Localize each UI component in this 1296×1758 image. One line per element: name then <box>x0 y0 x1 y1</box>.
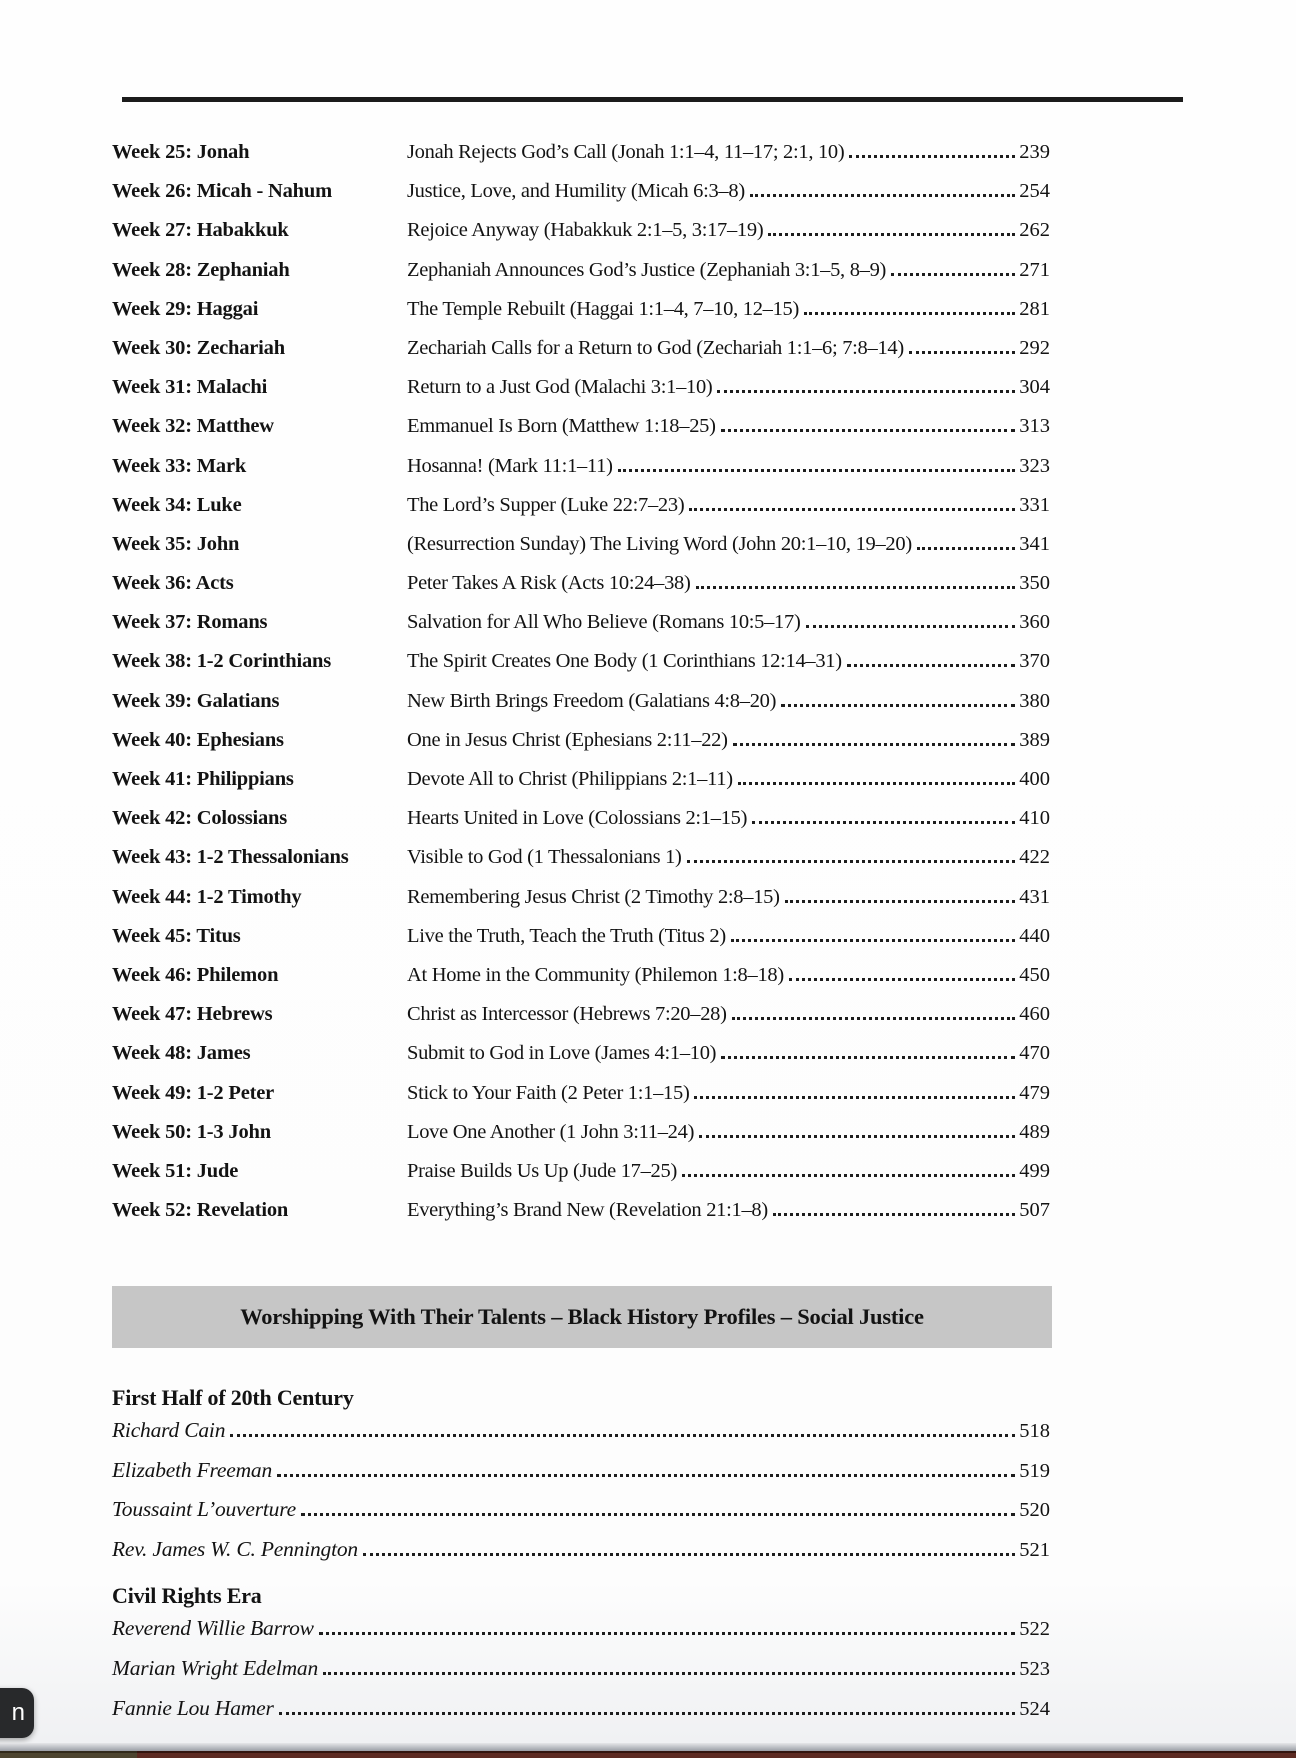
toc-week-label: Week 42: Colossians <box>112 807 288 830</box>
toc-lesson-title: Jonah Rejects God’s Call (Jonah 1:1–4, 11–17; 2:1, 10) <box>407 141 845 163</box>
toc-week-label: Week 34: Luke <box>112 493 242 516</box>
status-bubble[interactable] <box>0 1688 34 1738</box>
toc-week-label: Week 48: James <box>112 1042 251 1065</box>
profile-entry-row <box>112 1418 1050 1458</box>
toc-page-number: 281 <box>1019 297 1050 320</box>
toc-entry-row <box>112 219 1050 258</box>
toc-lesson-title: One in Jesus Christ (Ephesians 2:11–22) <box>407 728 728 751</box>
dot-leader <box>618 469 1016 472</box>
toc-page-number: 254 <box>1019 180 1050 203</box>
toc-lesson-title: Zechariah Calls for a Return to God (Zechariah 1:1–6; 7:8–14) <box>407 336 904 359</box>
dot-leader <box>789 978 1015 981</box>
toc-lesson-title: Submit to God in Love (James 4:1–10) <box>407 1042 717 1065</box>
toc-week-label: Week 41: Philippians <box>112 768 294 790</box>
toc-list <box>112 141 1050 1238</box>
toc-page-number: 400 <box>1019 768 1050 790</box>
profiles-section-heading: First Half of 20th Century <box>112 1385 354 1410</box>
toc-page-number: 271 <box>1019 258 1050 281</box>
toc-page-number: 410 <box>1019 807 1050 830</box>
header-rule <box>122 97 1183 102</box>
toc-entry-row <box>112 729 1050 768</box>
toc-page-number: 440 <box>1019 924 1050 947</box>
profiles-section-list <box>112 1418 1050 1576</box>
dot-leader <box>806 625 1016 628</box>
toc-entry-row <box>112 415 1050 454</box>
toc-lesson-title: Stick to Your Faith (2 Peter 1:1–15) <box>407 1081 690 1104</box>
profile-name: Toussaint L’ouverture <box>112 1497 296 1522</box>
profile-name: Fannie Lou Hamer <box>112 1695 274 1720</box>
dot-leader <box>750 194 1015 197</box>
dot-leader <box>363 1553 1015 1556</box>
dot-leader <box>696 586 1016 589</box>
toc-entry-row <box>112 886 1050 925</box>
toc-week-label: Week 26: Micah - Nahum <box>112 180 332 203</box>
profile-name: Reverend Willie Barrow <box>112 1616 314 1641</box>
toc-lesson-title: Everything’s Brand New (Revelation 21:1–8) <box>407 1199 768 1222</box>
dot-leader <box>721 1056 1015 1059</box>
toc-page-number: 499 <box>1019 1159 1050 1182</box>
toc-lesson-title: Peter Takes A Risk (Acts 10:24–38) <box>407 572 691 595</box>
next-page-strip <box>0 1751 1296 1758</box>
toc-page-number: 323 <box>1019 454 1050 477</box>
toc-week-label: Week 29: Haggai <box>112 297 259 320</box>
toc-week-label: Week 31: Malachi <box>112 376 268 399</box>
dot-leader <box>319 1632 1015 1635</box>
toc-week-label: Week 32: Matthew <box>112 415 274 438</box>
toc-entry-row <box>112 572 1050 611</box>
profile-name: Elizabeth Freeman <box>112 1457 273 1482</box>
toc-entry-row <box>112 1121 1050 1160</box>
toc-lesson-title: (Resurrection Sunday) The Living Word (John 20:1–10, 19–20) <box>407 532 912 555</box>
toc-page-number: 313 <box>1019 415 1050 438</box>
toc-lesson-title: The Lord’s Supper (Luke 22:7–23) <box>407 493 685 516</box>
next-page-strip-right <box>137 1751 1296 1758</box>
toc-entry-row <box>112 964 1050 1003</box>
toc-lesson-title: Salvation for All Who Believe (Romans 10:5–17) <box>407 611 801 634</box>
profiles-section-heading: Civil Rights Era <box>112 1583 262 1609</box>
dot-leader <box>804 312 1015 315</box>
toc-entry-row <box>112 533 1050 572</box>
dot-leader <box>301 1513 1015 1516</box>
toc-lesson-title: Rejoice Anyway (Habakkuk 2:1–5, 3:17–19) <box>407 219 764 242</box>
profile-name: Rev. James W. C. Pennington <box>112 1536 358 1561</box>
toc-entry-row <box>112 298 1050 337</box>
profile-page-number: 522 <box>1019 1618 1050 1641</box>
toc-page-number: 350 <box>1019 572 1050 595</box>
profile-page-number: 524 <box>1019 1697 1050 1720</box>
toc-week-label: Week 50: 1-3 John <box>112 1120 271 1143</box>
toc-entry-row <box>112 807 1050 846</box>
toc-lesson-title: Devote All to Christ (Philippians 2:1–11) <box>407 768 733 790</box>
toc-entry-row <box>112 650 1050 689</box>
toc-entry-row <box>112 1199 1050 1238</box>
toc-page-number: 370 <box>1019 650 1050 673</box>
toc-lesson-title: New Birth Brings Freedom (Galatians 4:8–20) <box>407 689 777 712</box>
toc-week-label: Week 27: Habakkuk <box>112 219 289 242</box>
toc-page-number: 422 <box>1019 846 1050 869</box>
dot-leader <box>682 1174 1015 1177</box>
dot-leader <box>230 1434 1015 1437</box>
dot-leader <box>699 1135 1015 1138</box>
profile-entry-row <box>112 1497 1050 1537</box>
toc-week-label: Week 28: Zephaniah <box>112 258 290 281</box>
profile-entry-row <box>112 1458 1050 1498</box>
dot-leader <box>849 155 1015 158</box>
profile-page-number: 521 <box>1019 1538 1050 1561</box>
toc-week-label: Week 33: Mark <box>112 454 247 477</box>
toc-week-label: Week 49: 1-2 Peter <box>112 1081 275 1104</box>
toc-week-label: Week 39: Galatians <box>112 689 280 712</box>
toc-page-number: 304 <box>1019 376 1050 399</box>
toc-entry-row <box>112 1082 1050 1121</box>
toc-entry-row <box>112 611 1050 650</box>
dot-leader <box>694 1096 1015 1099</box>
dot-leader <box>773 1213 1015 1216</box>
toc-page-number: 239 <box>1019 141 1050 163</box>
page-bottom-edge <box>0 1743 1296 1751</box>
toc-page-number: 341 <box>1019 532 1050 555</box>
profile-entry-row <box>112 1696 1050 1736</box>
toc-week-label: Week 25: Jonah <box>112 141 250 163</box>
section-banner <box>112 1286 1052 1348</box>
toc-week-label: Week 40: Ephesians <box>112 728 284 751</box>
dot-leader <box>785 900 1016 903</box>
toc-lesson-title: Love One Another (1 John 3:11–24) <box>407 1120 695 1143</box>
profile-entry-row <box>112 1616 1050 1656</box>
toc-page-number: 479 <box>1019 1081 1050 1104</box>
toc-entry-row <box>112 455 1050 494</box>
toc-page-number: 380 <box>1019 689 1050 712</box>
toc-page-number: 507 <box>1019 1199 1050 1222</box>
toc-week-label: Week 45: Titus <box>112 924 241 947</box>
toc-page-number: 262 <box>1019 219 1050 242</box>
dot-leader <box>731 939 1015 942</box>
toc-page-number: 360 <box>1019 611 1050 634</box>
toc-entry-row <box>112 376 1050 415</box>
dot-leader <box>733 743 1016 746</box>
toc-week-label: Week 51: Jude <box>112 1159 239 1182</box>
dot-leader <box>277 1474 1015 1477</box>
dot-leader <box>917 547 1015 550</box>
toc-page-number: 331 <box>1019 493 1050 516</box>
profile-page-number: 518 <box>1019 1420 1050 1442</box>
dot-leader <box>717 390 1015 393</box>
dot-leader <box>847 664 1015 667</box>
toc-page-number: 470 <box>1019 1042 1050 1065</box>
toc-week-label: Week 37: Romans <box>112 611 268 634</box>
profile-name: Richard Cain <box>112 1418 226 1442</box>
profile-page-number: 520 <box>1019 1499 1050 1522</box>
toc-page-number: 389 <box>1019 728 1050 751</box>
toc-lesson-title: Emmanuel Is Born (Matthew 1:18–25) <box>407 415 716 438</box>
toc-lesson-title: The Spirit Creates One Body (1 Corinthians 12:14–31) <box>407 650 842 673</box>
toc-entry-row <box>112 925 1050 964</box>
profiles-section-list <box>112 1616 1050 1735</box>
toc-entry-row <box>112 690 1050 729</box>
toc-week-label: Week 38: 1-2 Corinthians <box>112 650 331 673</box>
toc-lesson-title: Return to a Just God (Malachi 3:1–10) <box>407 376 713 399</box>
dot-leader <box>687 860 1016 863</box>
toc-entry-row <box>112 1160 1050 1199</box>
toc-page-number: 489 <box>1019 1120 1050 1143</box>
profile-entry-row <box>112 1537 1050 1577</box>
dot-leader <box>781 704 1015 707</box>
dot-leader <box>323 1672 1015 1675</box>
next-page-strip-left <box>0 1751 137 1758</box>
toc-week-label: Week 46: Philemon <box>112 963 279 986</box>
toc-week-label: Week 35: John <box>112 532 240 555</box>
profile-name: Marian Wright Edelman <box>112 1655 319 1680</box>
toc-entry-row <box>112 259 1050 298</box>
dot-leader <box>738 782 1015 785</box>
dot-leader <box>721 429 1016 432</box>
profile-entry-row <box>112 1656 1050 1696</box>
toc-page-number: 292 <box>1019 336 1050 359</box>
dot-leader <box>768 233 1015 236</box>
toc-page-number: 460 <box>1019 1003 1050 1026</box>
toc-lesson-title: Live the Truth, Teach the Truth (Titus 2) <box>407 924 726 947</box>
toc-lesson-title: At Home in the Community (Philemon 1:8–18) <box>407 963 784 986</box>
toc-week-label: Week 47: Hebrews <box>112 1003 273 1026</box>
toc-page-number: 431 <box>1019 885 1050 908</box>
toc-lesson-title: Justice, Love, and Humility (Micah 6:3–8) <box>407 180 745 203</box>
toc-week-label: Week 52: Revelation <box>112 1199 289 1222</box>
profile-page-number: 523 <box>1019 1657 1050 1680</box>
toc-lesson-title: Christ as Intercessor (Hebrews 7:20–28) <box>407 1003 727 1026</box>
profiles-index <box>112 1378 1050 1735</box>
toc-week-label: Week 30: Zechariah <box>112 336 285 359</box>
toc-entry-row <box>112 494 1050 533</box>
toc-page-number: 450 <box>1019 963 1050 986</box>
toc-entry-row <box>112 180 1050 219</box>
toc-entry-row <box>112 337 1050 376</box>
toc-lesson-title: Zephaniah Announces God’s Justice (Zephaniah 3:1–5, 8–9) <box>407 258 887 281</box>
dot-leader <box>689 508 1015 511</box>
dot-leader <box>752 821 1015 824</box>
dot-leader <box>891 273 1015 276</box>
toc-lesson-title: Visible to God (1 Thessalonians 1) <box>407 846 682 869</box>
section-banner-title: Worshipping With Their Talents – Black History Profiles – Social Justice <box>240 1304 924 1329</box>
toc-lesson-title: Hosanna! (Mark 11:1–11) <box>407 454 613 477</box>
toc-lesson-title: The Temple Rebuilt (Haggai 1:1–4, 7–10, 12–15) <box>407 297 800 320</box>
toc-entry-row <box>112 846 1050 885</box>
status-bubble-text: n <box>11 1699 25 1726</box>
toc-week-label: Week 43: 1-2 Thessalonians <box>112 846 349 869</box>
toc-week-label: Week 44: 1-2 Timothy <box>112 885 302 908</box>
dot-leader <box>909 351 1015 354</box>
toc-lesson-title: Hearts United in Love (Colossians 2:1–15) <box>407 807 748 830</box>
profile-page-number: 519 <box>1019 1459 1050 1482</box>
toc-lesson-title: Remembering Jesus Christ (2 Timothy 2:8–15) <box>407 885 780 908</box>
dot-leader <box>732 1017 1016 1020</box>
toc-lesson-title: Praise Builds Us Up (Jude 17–25) <box>407 1159 677 1182</box>
toc-entry-row <box>112 141 1050 180</box>
toc-entry-row <box>112 768 1050 807</box>
toc-week-label: Week 36: Acts <box>112 572 234 595</box>
dot-leader <box>279 1712 1016 1715</box>
toc-entry-row <box>112 1003 1050 1042</box>
toc-entry-row <box>112 1042 1050 1081</box>
